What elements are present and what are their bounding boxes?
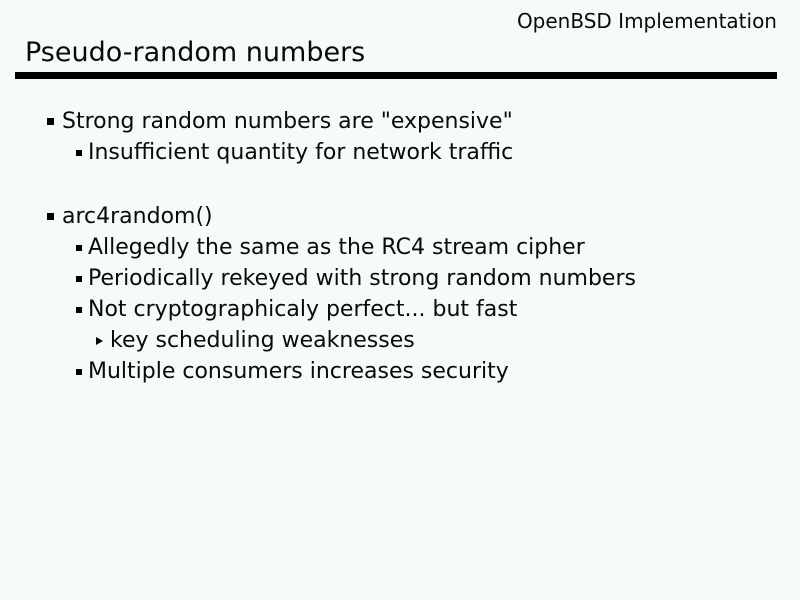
- square-bullet-icon: [76, 369, 82, 375]
- bullet-item-text: arc4random(): [62, 204, 213, 229]
- square-bullet-icon: [47, 213, 54, 220]
- square-bullet-icon: [76, 245, 82, 251]
- bullet-item: [0, 106, 800, 137]
- bullet-item-text: Not cryptographicaly perfect... but fast: [88, 297, 518, 322]
- slide-header: OpenBSD Implementation: [516, 9, 777, 33]
- square-bullet-icon: [76, 150, 82, 156]
- bullet-item: [0, 137, 800, 168]
- bullet-item: [0, 294, 800, 325]
- bullet-item-text: key scheduling weaknesses: [110, 328, 415, 353]
- square-bullet-icon: [76, 276, 82, 282]
- square-bullet-icon: [76, 307, 82, 313]
- page-title: Pseudo-random numbers: [25, 37, 366, 68]
- bullet-item-text: Strong random numbers are "expensive": [62, 109, 513, 134]
- bullet-item: [0, 232, 800, 263]
- bullet-item: [0, 201, 800, 232]
- bullet-item: [0, 263, 800, 294]
- bullet-item-text: Allegedly the same as the RC4 stream cipher: [88, 235, 585, 260]
- bullet-item-text: Multiple consumers increases security: [88, 359, 509, 384]
- bullet-item-text: Insufficient quantity for network traffic: [88, 140, 514, 165]
- bullet-item-text: Periodically rekeyed with strong random numbers: [88, 266, 636, 291]
- bullet-item: [0, 356, 800, 387]
- triangle-bullet-icon: [96, 337, 103, 345]
- square-bullet-icon: [47, 118, 54, 125]
- bullet-item: [0, 325, 800, 356]
- title-rule: [15, 72, 777, 79]
- bullet-list: [0, 106, 800, 387]
